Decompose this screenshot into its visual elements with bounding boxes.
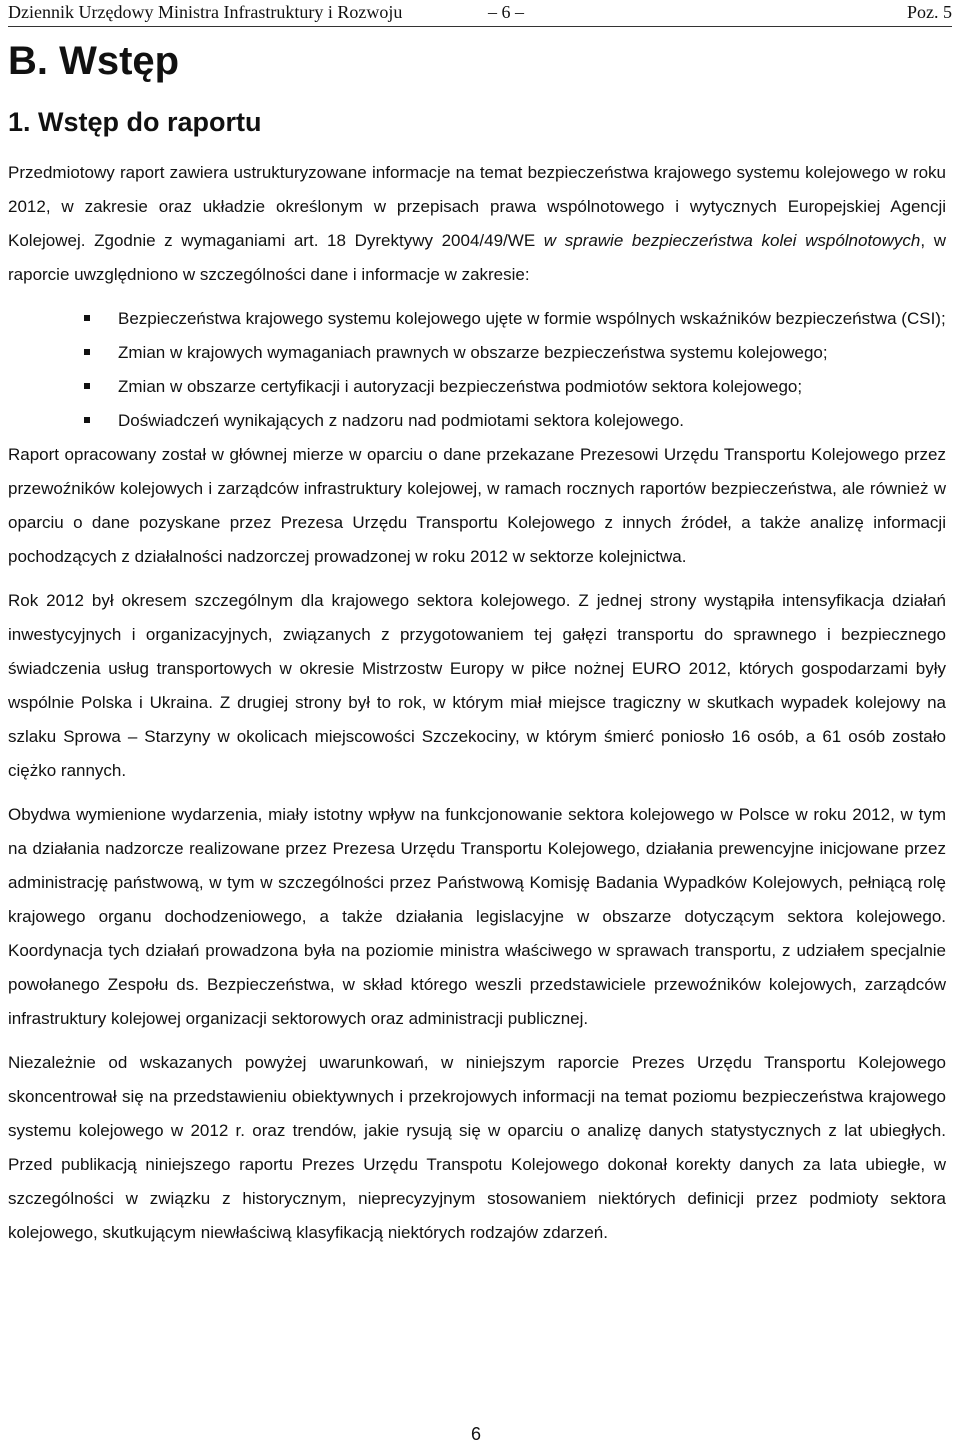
header-page-number: – 6 – xyxy=(488,2,524,22)
section-title: B. Wstęp xyxy=(8,39,180,83)
running-header xyxy=(8,0,952,27)
page-footer-number: 6 xyxy=(470,1424,481,1444)
intro-text-after: , w raporcie uwzględniono w szczególności dane i informacje w zakresie: xyxy=(8,231,947,284)
intro-text-before: Przedmiotowy raport zawiera ustrukturyzowane informacje na temat bezpieczeństwa krajowego systemu kolejowego w roku 2012, w zakresie oraz układzie określonym w przepisach prawa wspólnotowego i wytycznych Europejskiej Agencji Kolejowej. Zgodnie z wymaganiami art. 18 Dyrektywy 2004/49/WE xyxy=(8,163,946,250)
list-item: Zmian w obszarze certyfikacji i autoryzacji bezpieczeństwa podmiotów sektora kolejowego; xyxy=(118,370,946,404)
intro-paragraph xyxy=(8,156,946,292)
list-item: Doświadczeń wynikających z nadzoru nad podmiotami sektora kolejowego. xyxy=(118,404,946,438)
document-body xyxy=(8,156,946,1250)
scope-list xyxy=(8,302,946,438)
list-item: Zmian w krajowych wymaganiach prawnych w obszarze bezpieczeństwa systemu kolejowego; xyxy=(118,336,946,370)
subsection-title: 1. Wstęp do raportu xyxy=(8,107,262,137)
paragraph-report-focus: Niezależnie od wskazanych powyżej uwarunkowań, w niniejszym raporcie Prezes Urzędu Transportu Kolejowego skoncentrował się na przedstawieniu obiektywnych i przekrojowych informacji na temat poziomu bezpieczeństwa krajowego systemu kolejowego w 2012 r. oraz trendów, jakie rysują się w oparciu o analizę danych statystycznych z lat ubiegłych. Przed publikacją niniejszego raportu Prezes Urzędu Transpotu Kolejowego dokonał korekty danych za lata ubiegłe, w szczególności w związku z historycznym, nieprecyzyjnym stosowaniem niektórych definicji przez podmioty sektora kolejowego, skutkującym niewłaściwą klasyfikacją niektórych rodzajów zdarzeń. xyxy=(8,1053,946,1242)
journal-title: Dziennik Urzędowy Ministra Infrastruktury i Rozwoju xyxy=(8,2,403,22)
paragraph-events: Obydwa wymienione wydarzenia, miały istotny wpływ na funkcjonowanie sektora kolejowego w Polsce w roku 2012, w tym na działania nadzorcze realizowane przez Prezesa Urzędu Transportu Kolejowego, działania prewencyjne inicjowane przez administrację państwową, w tym w szczególności przez Państwową Komisję Badania Wypadków Kolejowych, pełniącą rolę krajowego organu dochodzeniowego, a także działania legislacyjne w obszarze dotyczącym sektora kolejowego. Koordynacja tych działań prowadzona była na poziomie ministra właściwego w sprawach transportu, z udziałem specjalnie powołanego Zespołu ds. Bezpieczeństwa, w skład którego weszli przedstawiciele przewoźników kolejowych, zarządców infrastruktury kolejowej organizacji sektorowych oraz administracji publicznej. xyxy=(8,805,946,1028)
position-number: Poz. 5 xyxy=(907,2,952,22)
directive-title: w sprawie bezpieczeństwa kolei wspólnotowych xyxy=(543,231,921,250)
list-item: Bezpieczeństwa krajowego systemu kolejowego ujęte w formie wspólnych wskaźników bezpieczeństwa (CSI); xyxy=(118,302,946,336)
paragraph-year-2012: Rok 2012 był okresem szczególnym dla krajowego sektora kolejowego. Z jednej strony wystąpiła intensyfikacja działań inwestycyjnych i organizacyjnych, związanych z przygotowaniem tej gałęzi transportu do sprawnego i bezpiecznego świadczenia usług transportowych w okresie Mistrzostw Europy w piłce nożnej EURO 2012, których gospodarzami były wspólnie Polska i Ukraina. Z drugiej strony był to rok, w którym miał miejsce tragiczny w skutkach wypadek kolejowy na szlaku Sprowa – Starzyny w okolicach miejscowości Szczekociny, w którym śmierć poniosło 16 osób, a 61 osób zostało ciężko rannych. xyxy=(8,591,946,780)
paragraph-sources: Raport opracowany został w głównej mierze w oparciu o dane przekazane Prezesowi Urzędu Transportu Kolejowego przez przewoźników kolejowych i zarządców infrastruktury kolejowej, w ramach rocznych raportów bezpieczeństwa, ale również w oparciu o dane pozyskane przez Prezesa Urzędu Transportu Kolejowego z innych źródeł, a także analizę informacji pochodzących z działalności nadzorczej prowadzonej w roku 2012 w sektorze kolejnictwa. xyxy=(8,445,946,566)
